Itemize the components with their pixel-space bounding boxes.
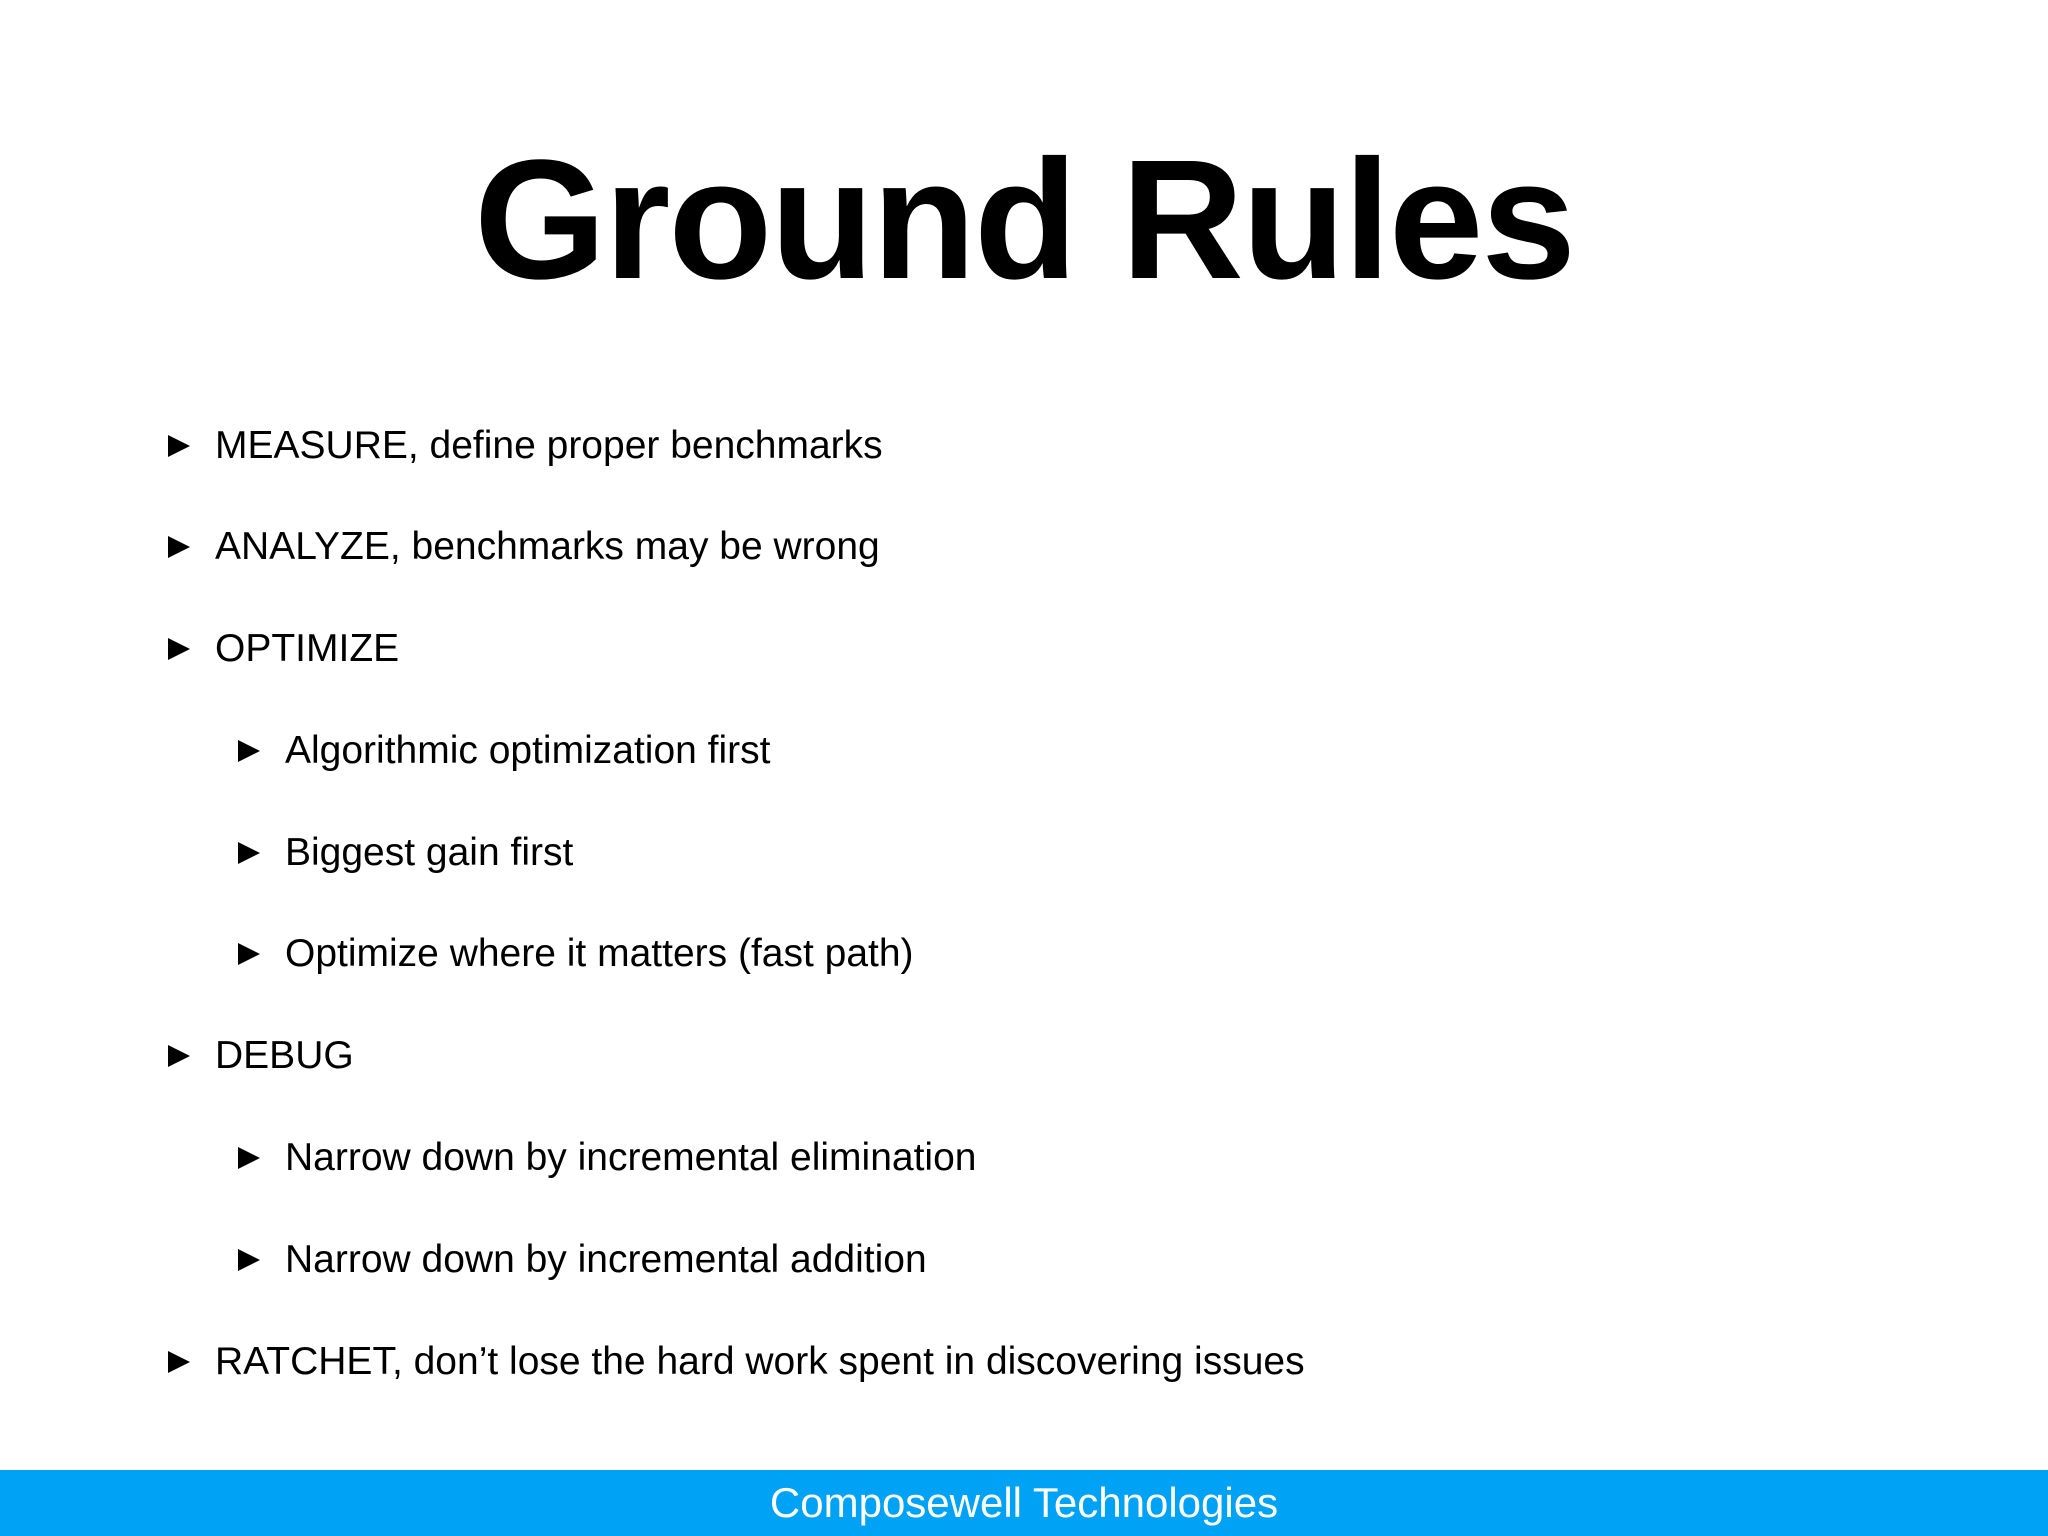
triangle-right-icon bbox=[238, 740, 260, 762]
bullet-text: ANALYZE, benchmarks may be wrong bbox=[215, 525, 880, 568]
slide-title: Ground Rules bbox=[474, 125, 1574, 315]
sub-bullet-item bbox=[238, 823, 573, 883]
sub-bullet-item bbox=[238, 721, 770, 781]
sub-bullet-text: Optimize where it matters (fast path) bbox=[285, 932, 914, 975]
sub-bullet-text: Narrow down by incremental addition bbox=[285, 1238, 927, 1281]
triangle-right-icon bbox=[238, 1147, 260, 1169]
bullet-text: MEASURE, define proper benchmarks bbox=[215, 424, 883, 467]
triangle-right-icon bbox=[168, 1351, 190, 1373]
footer-bar bbox=[0, 1470, 2048, 1536]
bullet-text: OPTIMIZE bbox=[215, 627, 400, 670]
bullet-item bbox=[168, 1026, 354, 1086]
triangle-right-icon bbox=[168, 1045, 190, 1067]
sub-bullet-item bbox=[238, 1128, 976, 1188]
triangle-right-icon bbox=[168, 536, 190, 558]
footer-company-name: Composewell Technologies bbox=[769, 1479, 1279, 1526]
triangle-right-icon bbox=[168, 435, 190, 457]
triangle-right-icon bbox=[238, 943, 260, 965]
bullet-text: DEBUG bbox=[215, 1034, 354, 1077]
bullet-item bbox=[168, 1332, 1305, 1392]
sub-bullet-text: Algorithmic optimization first bbox=[285, 729, 771, 772]
bullet-item bbox=[168, 517, 880, 577]
sub-bullet-text: Biggest gain first bbox=[285, 831, 574, 874]
bullet-text: RATCHET, don’t lose the hard work spent in discovering issues bbox=[215, 1340, 1305, 1383]
sub-bullet-item bbox=[238, 1230, 927, 1290]
sub-bullet-item bbox=[238, 924, 914, 984]
sub-bullet-text: Narrow down by incremental elimination bbox=[285, 1136, 977, 1179]
bullet-item bbox=[168, 416, 883, 476]
triangle-right-icon bbox=[238, 842, 260, 864]
bullet-item bbox=[168, 619, 399, 679]
triangle-right-icon bbox=[238, 1249, 260, 1271]
triangle-right-icon bbox=[168, 638, 190, 660]
